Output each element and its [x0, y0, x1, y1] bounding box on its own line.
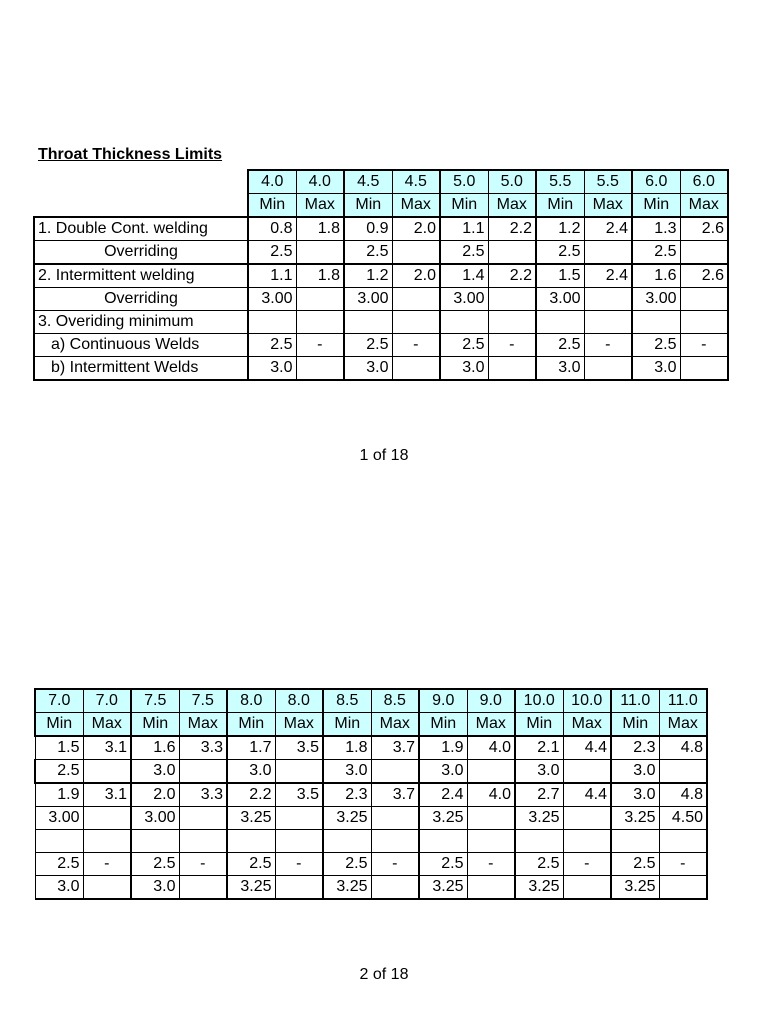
table-cell: - [467, 853, 515, 876]
table-cell: 2.2 [227, 783, 275, 807]
header-thickness: 7.5 [179, 689, 227, 713]
table-row [34, 311, 728, 334]
table-cell: 3.00 [248, 288, 296, 311]
header-minmax: Max [680, 194, 728, 218]
table-cell [680, 241, 728, 265]
table-cell: 3.00 [344, 288, 392, 311]
table-cell: 1.2 [344, 264, 392, 288]
table-cell: 1.3 [632, 217, 680, 241]
table-cell: 0.8 [248, 217, 296, 241]
header-minmax: Min [323, 713, 371, 737]
table-cell: 2.5 [35, 760, 83, 784]
table-cell [323, 830, 371, 853]
table-cell: 3.00 [35, 807, 83, 830]
row-label: 3. Overiding minimum [34, 311, 248, 334]
table-cell: - [680, 334, 728, 357]
header-minmax: Min [248, 194, 296, 218]
table-cell [467, 807, 515, 830]
table-row [34, 357, 728, 381]
header-minmax: Max [467, 713, 515, 737]
table-cell: 4.4 [563, 736, 611, 760]
header-thickness: 4.5 [392, 170, 440, 194]
header-thickness: 7.5 [131, 689, 179, 713]
table-cell: 2.5 [515, 853, 563, 876]
table-cell: 3.25 [323, 876, 371, 900]
row-label: 1. Double Cont. welding [34, 217, 248, 241]
table-cell: 1.8 [296, 217, 344, 241]
table-cell: 3.00 [131, 807, 179, 830]
table-cell [392, 311, 440, 334]
header-minmax: Max [659, 713, 707, 737]
table-cell: 2.5 [35, 853, 83, 876]
table-cell [659, 876, 707, 900]
table-cell: - [179, 853, 227, 876]
table-cell: - [488, 334, 536, 357]
header-thickness: 11.0 [659, 689, 707, 713]
table-cell [371, 830, 419, 853]
header-thickness: 6.0 [680, 170, 728, 194]
table-cell: 2.5 [131, 853, 179, 876]
header-minmax: Min [227, 713, 275, 737]
table-cell: 1.2 [536, 217, 584, 241]
row-label: b) Intermittent Welds [34, 357, 248, 381]
table-cell: 1.8 [296, 264, 344, 288]
table-cell: 2.3 [611, 736, 659, 760]
table-cell: 3.25 [515, 807, 563, 830]
table-cell [275, 760, 323, 784]
table-cell: - [659, 853, 707, 876]
table-cell [584, 357, 632, 381]
table-cell: 3.7 [371, 736, 419, 760]
header-minmax: Min [632, 194, 680, 218]
table-cell: 3.1 [83, 736, 131, 760]
table-cell: 2.5 [536, 334, 584, 357]
header-thickness: 6.0 [632, 170, 680, 194]
table-cell: 0.9 [344, 217, 392, 241]
header-thickness: 10.0 [515, 689, 563, 713]
table-cell: 2.1 [515, 736, 563, 760]
table-cell [659, 830, 707, 853]
table-cell: 3.7 [371, 783, 419, 807]
table-cell: 2.0 [131, 783, 179, 807]
table-cell: 3.0 [248, 357, 296, 381]
table-cell [83, 876, 131, 900]
table-cell [344, 311, 392, 334]
table-cell [371, 876, 419, 900]
table-cell [584, 311, 632, 334]
table-cell: 1.9 [419, 736, 467, 760]
table-cell: 4.0 [467, 783, 515, 807]
table-cell: 3.25 [515, 876, 563, 900]
table-cell [392, 357, 440, 381]
table-cell [275, 807, 323, 830]
table-cell: 4.4 [563, 783, 611, 807]
header-minmax: Min [536, 194, 584, 218]
header-thickness: 8.5 [371, 689, 419, 713]
table-cell: 4.0 [467, 736, 515, 760]
table-cell: 2.6 [680, 264, 728, 288]
table-cell [296, 241, 344, 265]
table-cell: 3.00 [536, 288, 584, 311]
throat-thickness-table-1 [33, 169, 729, 381]
table-cell [179, 830, 227, 853]
table-row [35, 783, 707, 807]
table-cell: 1.9 [35, 783, 83, 807]
table-cell: 3.00 [440, 288, 488, 311]
header-minmax: Max [488, 194, 536, 218]
table-cell: 3.3 [179, 736, 227, 760]
table-cell: 2.5 [440, 334, 488, 357]
table-cell [83, 830, 131, 853]
table-cell [680, 357, 728, 381]
table-row [35, 807, 707, 830]
table-cell [467, 876, 515, 900]
header-thickness: 4.5 [344, 170, 392, 194]
table-cell: 4.8 [659, 736, 707, 760]
header-thickness: 8.0 [275, 689, 323, 713]
header-minmax: Max [83, 713, 131, 737]
header-thickness: 5.0 [440, 170, 488, 194]
table-cell [131, 830, 179, 853]
header-thickness: 5.5 [536, 170, 584, 194]
table-row [35, 760, 707, 784]
table-cell: - [296, 334, 344, 357]
table-cell [563, 807, 611, 830]
table-cell [419, 830, 467, 853]
table-cell: 3.25 [611, 807, 659, 830]
table-cell [488, 357, 536, 381]
table-cell: 2.0 [392, 217, 440, 241]
table-cell: 2.4 [419, 783, 467, 807]
table-row [35, 736, 707, 760]
header-row-thickness [35, 689, 707, 713]
header-thickness: 11.0 [611, 689, 659, 713]
header-minmax: Min [35, 713, 83, 737]
table-cell: 3.3 [179, 783, 227, 807]
table-cell: 2.0 [392, 264, 440, 288]
table-cell: 1.8 [323, 736, 371, 760]
header-thickness: 7.0 [83, 689, 131, 713]
table-cell [563, 876, 611, 900]
table-cell: 1.4 [440, 264, 488, 288]
header-thickness: 4.0 [248, 170, 296, 194]
table-row [34, 217, 728, 241]
table-cell: 3.25 [227, 876, 275, 900]
table-cell: 3.0 [323, 760, 371, 784]
page-number: 2 of 18 [359, 966, 409, 983]
table-cell: 3.1 [83, 783, 131, 807]
table-cell [488, 288, 536, 311]
header-thickness: 5.5 [584, 170, 632, 194]
page-number: 1 of 18 [359, 447, 409, 464]
table-cell: 2.5 [344, 241, 392, 265]
table-cell: 4.8 [659, 783, 707, 807]
header-minmax: Max [584, 194, 632, 218]
table-cell: 3.25 [611, 876, 659, 900]
table-cell [659, 760, 707, 784]
table-cell: - [563, 853, 611, 876]
table-cell: 3.0 [35, 876, 83, 900]
table-cell: 2.5 [248, 241, 296, 265]
table-cell: 2.4 [584, 264, 632, 288]
table-cell [632, 311, 680, 334]
table-cell: 3.25 [227, 807, 275, 830]
table-cell: 2.5 [344, 334, 392, 357]
table-cell: 2.4 [584, 217, 632, 241]
header-minmax: Min [344, 194, 392, 218]
table-cell: 1.5 [35, 736, 83, 760]
table-cell [680, 288, 728, 311]
table-cell: 3.0 [515, 760, 563, 784]
table-cell: 3.25 [419, 876, 467, 900]
table-cell [392, 241, 440, 265]
table-cell: 2.5 [419, 853, 467, 876]
table-cell [179, 760, 227, 784]
table-cell: 2.5 [248, 334, 296, 357]
table-cell: 1.5 [536, 264, 584, 288]
table-cell [179, 876, 227, 900]
header-minmax: Min [419, 713, 467, 737]
header-thickness: 4.0 [296, 170, 344, 194]
table-row [34, 334, 728, 357]
row-label: a) Continuous Welds [34, 334, 248, 357]
table-cell: - [392, 334, 440, 357]
table-cell: 2.5 [536, 241, 584, 265]
table-cell: 2.2 [488, 264, 536, 288]
table-row [34, 288, 728, 311]
table-cell [488, 311, 536, 334]
table-cell: 3.0 [131, 760, 179, 784]
table-cell [275, 830, 323, 853]
table-cell: 3.0 [419, 760, 467, 784]
table-cell [296, 357, 344, 381]
header-thickness: 9.0 [467, 689, 515, 713]
header-minmax: Max [296, 194, 344, 218]
table-cell: 3.0 [611, 783, 659, 807]
table-cell: 1.6 [632, 264, 680, 288]
table-cell: 3.0 [611, 760, 659, 784]
header-minmax: Max [275, 713, 323, 737]
table-cell: 3.5 [275, 783, 323, 807]
header-minmax: Max [179, 713, 227, 737]
table-cell: 2.5 [632, 334, 680, 357]
table-cell: 1.6 [131, 736, 179, 760]
table-cell: 2.5 [611, 853, 659, 876]
table-cell [371, 807, 419, 830]
table-cell: 3.0 [632, 357, 680, 381]
table-cell: 1.1 [248, 264, 296, 288]
table-cell [248, 311, 296, 334]
table-cell [584, 288, 632, 311]
table-cell [563, 830, 611, 853]
header-row-thickness [34, 170, 728, 194]
table-cell: 3.5 [275, 736, 323, 760]
table-cell: - [275, 853, 323, 876]
table-cell [275, 876, 323, 900]
table-cell [680, 311, 728, 334]
table-cell [611, 830, 659, 853]
table-cell: 2.6 [680, 217, 728, 241]
table-cell [392, 288, 440, 311]
table-cell [488, 241, 536, 265]
table-cell [536, 311, 584, 334]
table-cell: 2.2 [488, 217, 536, 241]
table-cell: 1.1 [440, 217, 488, 241]
table-cell: 2.5 [440, 241, 488, 265]
header-minmax: Min [440, 194, 488, 218]
row-label: 2. Intermittent welding [34, 264, 248, 288]
table-row [35, 853, 707, 876]
table-cell: 2.3 [323, 783, 371, 807]
table-cell: 3.0 [227, 760, 275, 784]
table-cell: - [83, 853, 131, 876]
table-cell: - [584, 334, 632, 357]
table-cell: 4.50 [659, 807, 707, 830]
header-corner [34, 170, 248, 217]
table-cell: 3.25 [419, 807, 467, 830]
table-cell [440, 311, 488, 334]
table-cell [83, 807, 131, 830]
header-minmax: Max [371, 713, 419, 737]
table-cell: 3.25 [323, 807, 371, 830]
table-cell: 3.00 [632, 288, 680, 311]
table-cell [563, 760, 611, 784]
table-cell [35, 830, 83, 853]
table-row [35, 830, 707, 853]
table-cell [83, 760, 131, 784]
table-cell: 3.0 [344, 357, 392, 381]
table-cell [371, 760, 419, 784]
table-cell [227, 830, 275, 853]
table-cell [296, 311, 344, 334]
header-minmax: Max [563, 713, 611, 737]
header-thickness: 8.0 [227, 689, 275, 713]
table-cell: 2.7 [515, 783, 563, 807]
table-cell: 2.5 [227, 853, 275, 876]
table-cell [467, 760, 515, 784]
row-label: Overriding [34, 288, 248, 311]
header-thickness: 9.0 [419, 689, 467, 713]
header-thickness: 7.0 [35, 689, 83, 713]
header-thickness: 8.5 [323, 689, 371, 713]
header-thickness: 10.0 [563, 689, 611, 713]
table-cell [515, 830, 563, 853]
throat-thickness-table-2 [34, 688, 708, 900]
table-cell: 2.5 [323, 853, 371, 876]
header-minmax: Min [515, 713, 563, 737]
table-row [34, 264, 728, 288]
header-minmax: Min [611, 713, 659, 737]
table-cell [467, 830, 515, 853]
table-cell: 3.0 [131, 876, 179, 900]
header-thickness: 5.0 [488, 170, 536, 194]
header-minmax: Min [131, 713, 179, 737]
table-cell: 2.5 [632, 241, 680, 265]
document-title: Throat Thickness Limits [38, 146, 223, 163]
table-cell [584, 241, 632, 265]
row-label: Overriding [34, 241, 248, 265]
table-cell [179, 807, 227, 830]
table-row [35, 876, 707, 900]
table-cell: 1.7 [227, 736, 275, 760]
table-cell: 3.0 [440, 357, 488, 381]
header-row-minmax [35, 713, 707, 737]
table-row [34, 241, 728, 265]
table-cell: - [371, 853, 419, 876]
header-minmax: Max [392, 194, 440, 218]
table-cell: 3.0 [536, 357, 584, 381]
table-cell [296, 288, 344, 311]
